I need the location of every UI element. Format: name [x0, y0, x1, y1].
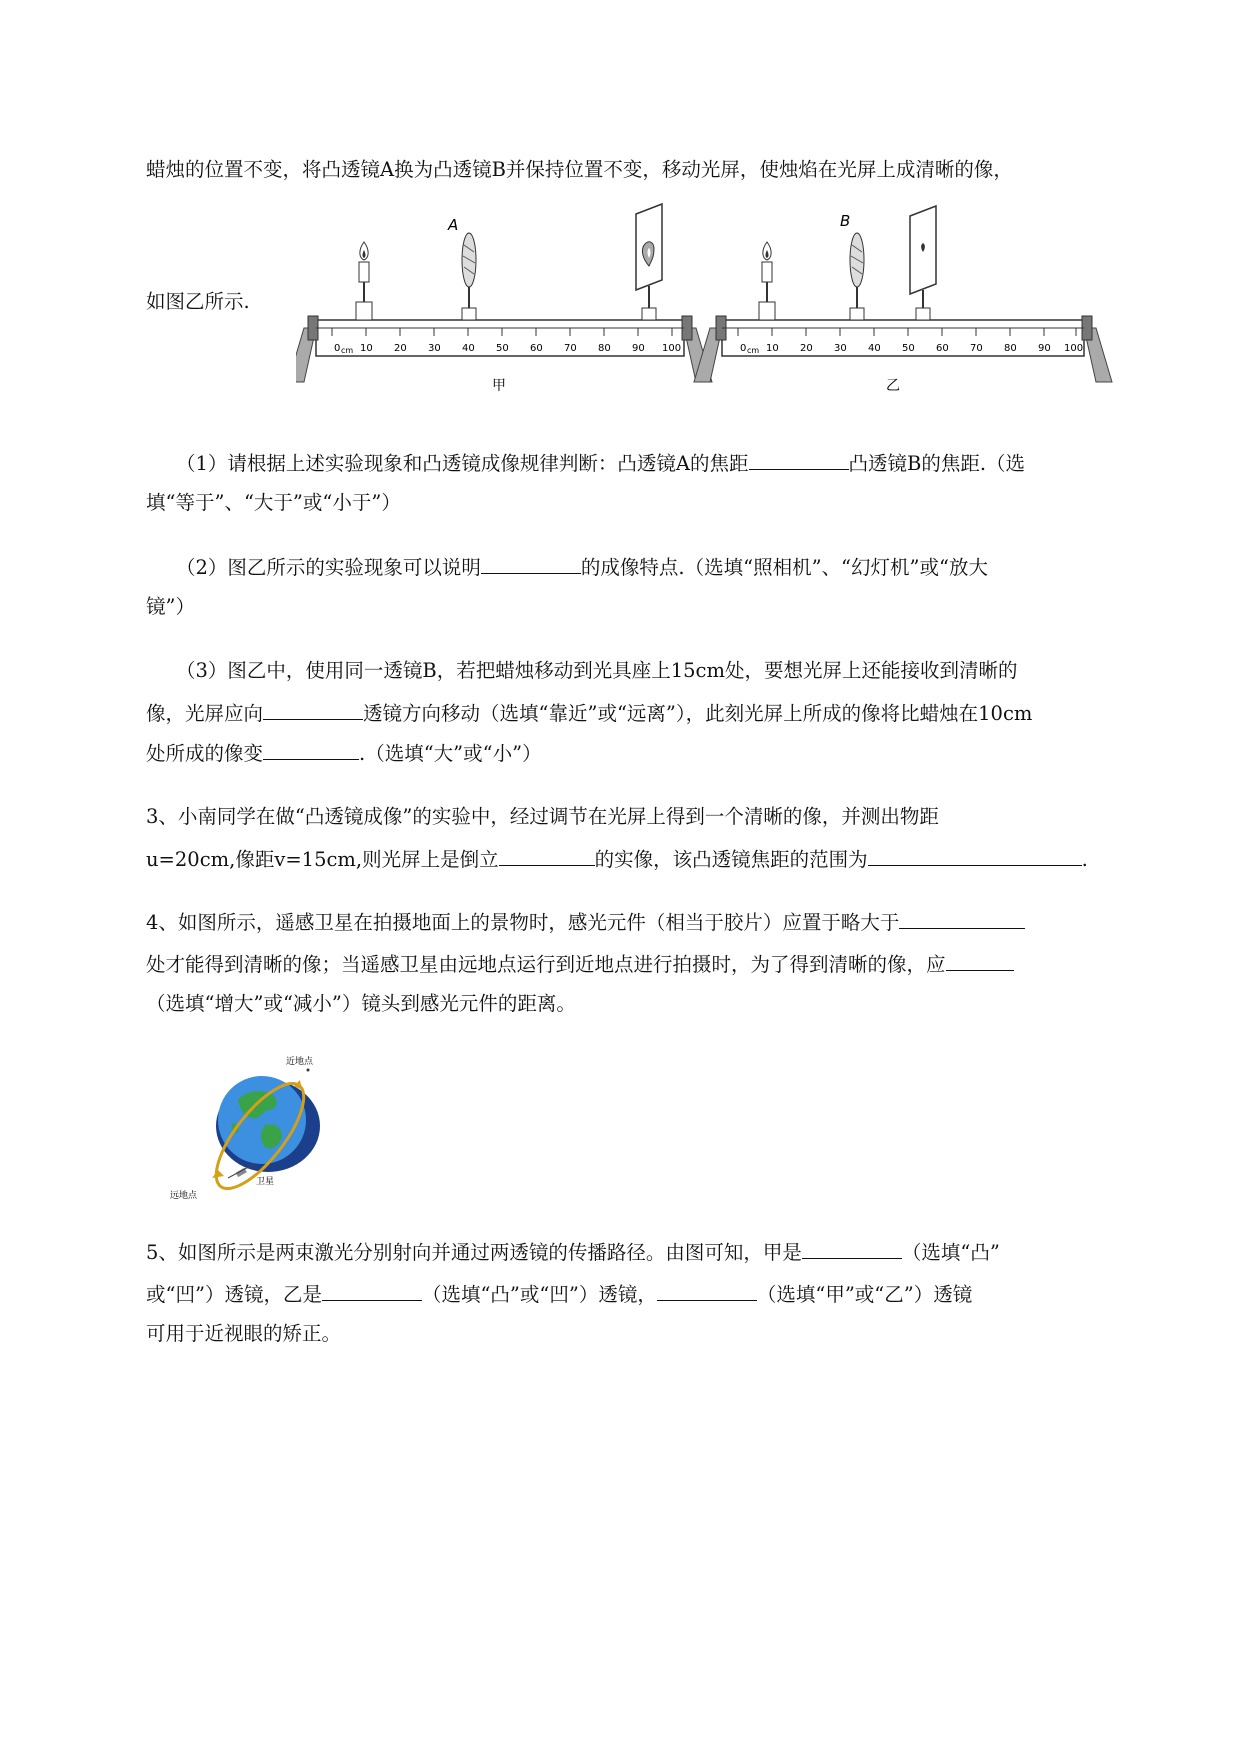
answer-blank-q4-1[interactable]	[899, 910, 1025, 929]
answer-blank-q2-2[interactable]	[481, 555, 581, 574]
tick-label: 60	[530, 343, 543, 354]
q2-sub2-line-1	[176, 555, 988, 580]
ruler-unit-left: cm	[341, 346, 354, 355]
tick-label: 10	[766, 343, 779, 354]
answer-blank-q5-2[interactable]	[322, 1282, 422, 1301]
tick-label: 50	[496, 343, 509, 354]
screen-right	[910, 206, 936, 320]
screen-left	[636, 204, 662, 320]
tick-label: 60	[936, 343, 949, 354]
q2-sub3-line-2	[146, 701, 1032, 726]
satellite-icon	[228, 1164, 254, 1178]
candle-right	[759, 242, 775, 320]
q5-text-d: （选填“凸”或“凹”）透镜，	[421, 1283, 657, 1306]
q2-sub3-text-e: .（选填“大”或“小”）	[359, 742, 542, 765]
answer-blank-q2-1[interactable]	[749, 451, 849, 470]
bench-right	[694, 206, 1112, 394]
q5-text-b: （选填“凸”	[901, 1241, 1000, 1264]
intro-line-1: 蜡烛的位置不变，将凸透镜A换为凸透镜B并保持位置不变，移动光屏，使烛焰在光屏上成清晰的像，	[146, 158, 1013, 181]
q2-sub3-line-1: （3）图乙中，使用同一透镜B，若把蜡烛移动到光具座上15cm处，要想光屏上还能接收到清晰的	[176, 659, 1018, 682]
ruler-unit-right: cm	[747, 346, 760, 355]
q5-line-1	[146, 1240, 1000, 1265]
q3-line-2	[146, 847, 1088, 872]
q4-text-a: 4、如图所示，遥感卫星在拍摄地面上的景物时，感光元件（相当于胶片）应置于略大于	[146, 911, 900, 934]
tick-label: 70	[970, 343, 983, 354]
caption-right: 乙	[886, 378, 900, 394]
perigee-label: 近地点	[286, 1057, 314, 1067]
q2-sub1-text-a: （1）请根据上述实验现象和凸透镜成像规律判断：凸透镜A的焦距	[176, 452, 749, 475]
satellite-orbit-figure	[168, 1052, 338, 1202]
q4-text-b: 处才能得到清晰的像；当遥感卫星由远地点运行到近地点进行拍摄时，为了得到清晰的像，应	[146, 953, 946, 976]
tick-label: 90	[632, 343, 645, 354]
q2-sub3-line-3	[146, 741, 542, 766]
tick-label: 100	[662, 343, 682, 354]
tick-label: 70	[564, 343, 577, 354]
q5-text-c: 或“凹”）透镜，乙是	[146, 1283, 322, 1306]
tick-label: 20	[394, 343, 407, 354]
tick-label: 40	[868, 343, 881, 354]
tick-label: 80	[598, 343, 611, 354]
answer-blank-q5-3[interactable]	[657, 1282, 757, 1301]
q2-sub3-text-d: 处所成的像变	[146, 742, 264, 765]
answer-blank-q5-1[interactable]	[802, 1240, 902, 1259]
q3-line-1: 3、小南同学在做“凸透镜成像”的实验中，经过调节在光屏上得到一个清晰的像，并测出物距	[146, 805, 939, 828]
q2-sub1-line-2: 填“等于”、“大于”或“小于”）	[146, 491, 401, 514]
tick-label: 20	[800, 343, 813, 354]
tick-label: 30	[428, 343, 441, 354]
q2-sub3-text-b: 像，光屏应向	[146, 702, 264, 725]
q3-text-b: 的实像，该凸透镜焦距的范围为	[594, 848, 868, 871]
optical-bench-figure	[296, 200, 1126, 400]
tick-label: 30	[834, 343, 847, 354]
lens-b-label: B	[840, 212, 851, 230]
q4-line-1	[146, 910, 1025, 935]
q2-sub3-text-c: 透镜方向移动（选填“靠近”或“远离”），此刻光屏上所成的像将比蜡烛在10cm	[363, 702, 1033, 725]
tick-label: 80	[1004, 343, 1017, 354]
answer-blank-q3-1[interactable]	[499, 847, 595, 866]
ruler-zero-right: 0	[740, 343, 747, 354]
q4-line-2	[146, 952, 1014, 977]
tick-label: 90	[1038, 343, 1051, 354]
tick-label: 100	[1064, 343, 1084, 354]
lens-a-label: A	[448, 216, 459, 234]
bench-left	[296, 204, 712, 394]
lens-b	[840, 212, 864, 320]
q4-line-3: （选填“增大”或“减小”）镜头到感光元件的距离。	[146, 992, 576, 1015]
satellite-label: 卫星	[256, 1177, 275, 1187]
q2-sub1-text-b: 凸透镜B的焦距.（选	[848, 452, 1026, 475]
caption-left: 甲	[492, 378, 506, 394]
tick-label: 10	[360, 343, 373, 354]
answer-blank-q2-3a[interactable]	[263, 701, 363, 720]
q5-line-3: 可用于近视眼的矫正。	[146, 1322, 342, 1345]
lens-a	[447, 216, 476, 320]
answer-blank-q4-2[interactable]	[946, 952, 1014, 971]
answer-blank-q3-2[interactable]	[868, 847, 1082, 866]
q3-text-c: .	[1081, 848, 1088, 871]
q3-text-a: u=20cm,像距v=15cm,则光屏上是倒立	[146, 848, 499, 871]
tick-label: 40	[462, 343, 475, 354]
q5-line-2	[146, 1282, 972, 1307]
q2-sub2-line-2: 镜”）	[146, 595, 195, 618]
q2-sub2-text-b: 的成像特点.（选填“照相机”、“幻灯机”或“放大	[580, 556, 988, 579]
intro-line-2: 如图乙所示.	[146, 290, 250, 313]
candle-left	[356, 242, 372, 320]
q5-text-e: （选填“甲”或“乙”）透镜	[756, 1283, 973, 1306]
answer-blank-q2-3b[interactable]	[263, 741, 359, 760]
tick-label: 50	[902, 343, 915, 354]
q5-text-a: 5、如图所示是两束激光分别射向并通过两透镜的传播路径。由图可知，甲是	[146, 1241, 802, 1264]
apogee-label: 远地点	[170, 1191, 198, 1201]
q2-sub1-line-1	[176, 451, 1025, 476]
q2-sub2-text-a: （2）图乙所示的实验现象可以说明	[176, 556, 481, 579]
ruler-zero-left: 0	[334, 343, 341, 354]
